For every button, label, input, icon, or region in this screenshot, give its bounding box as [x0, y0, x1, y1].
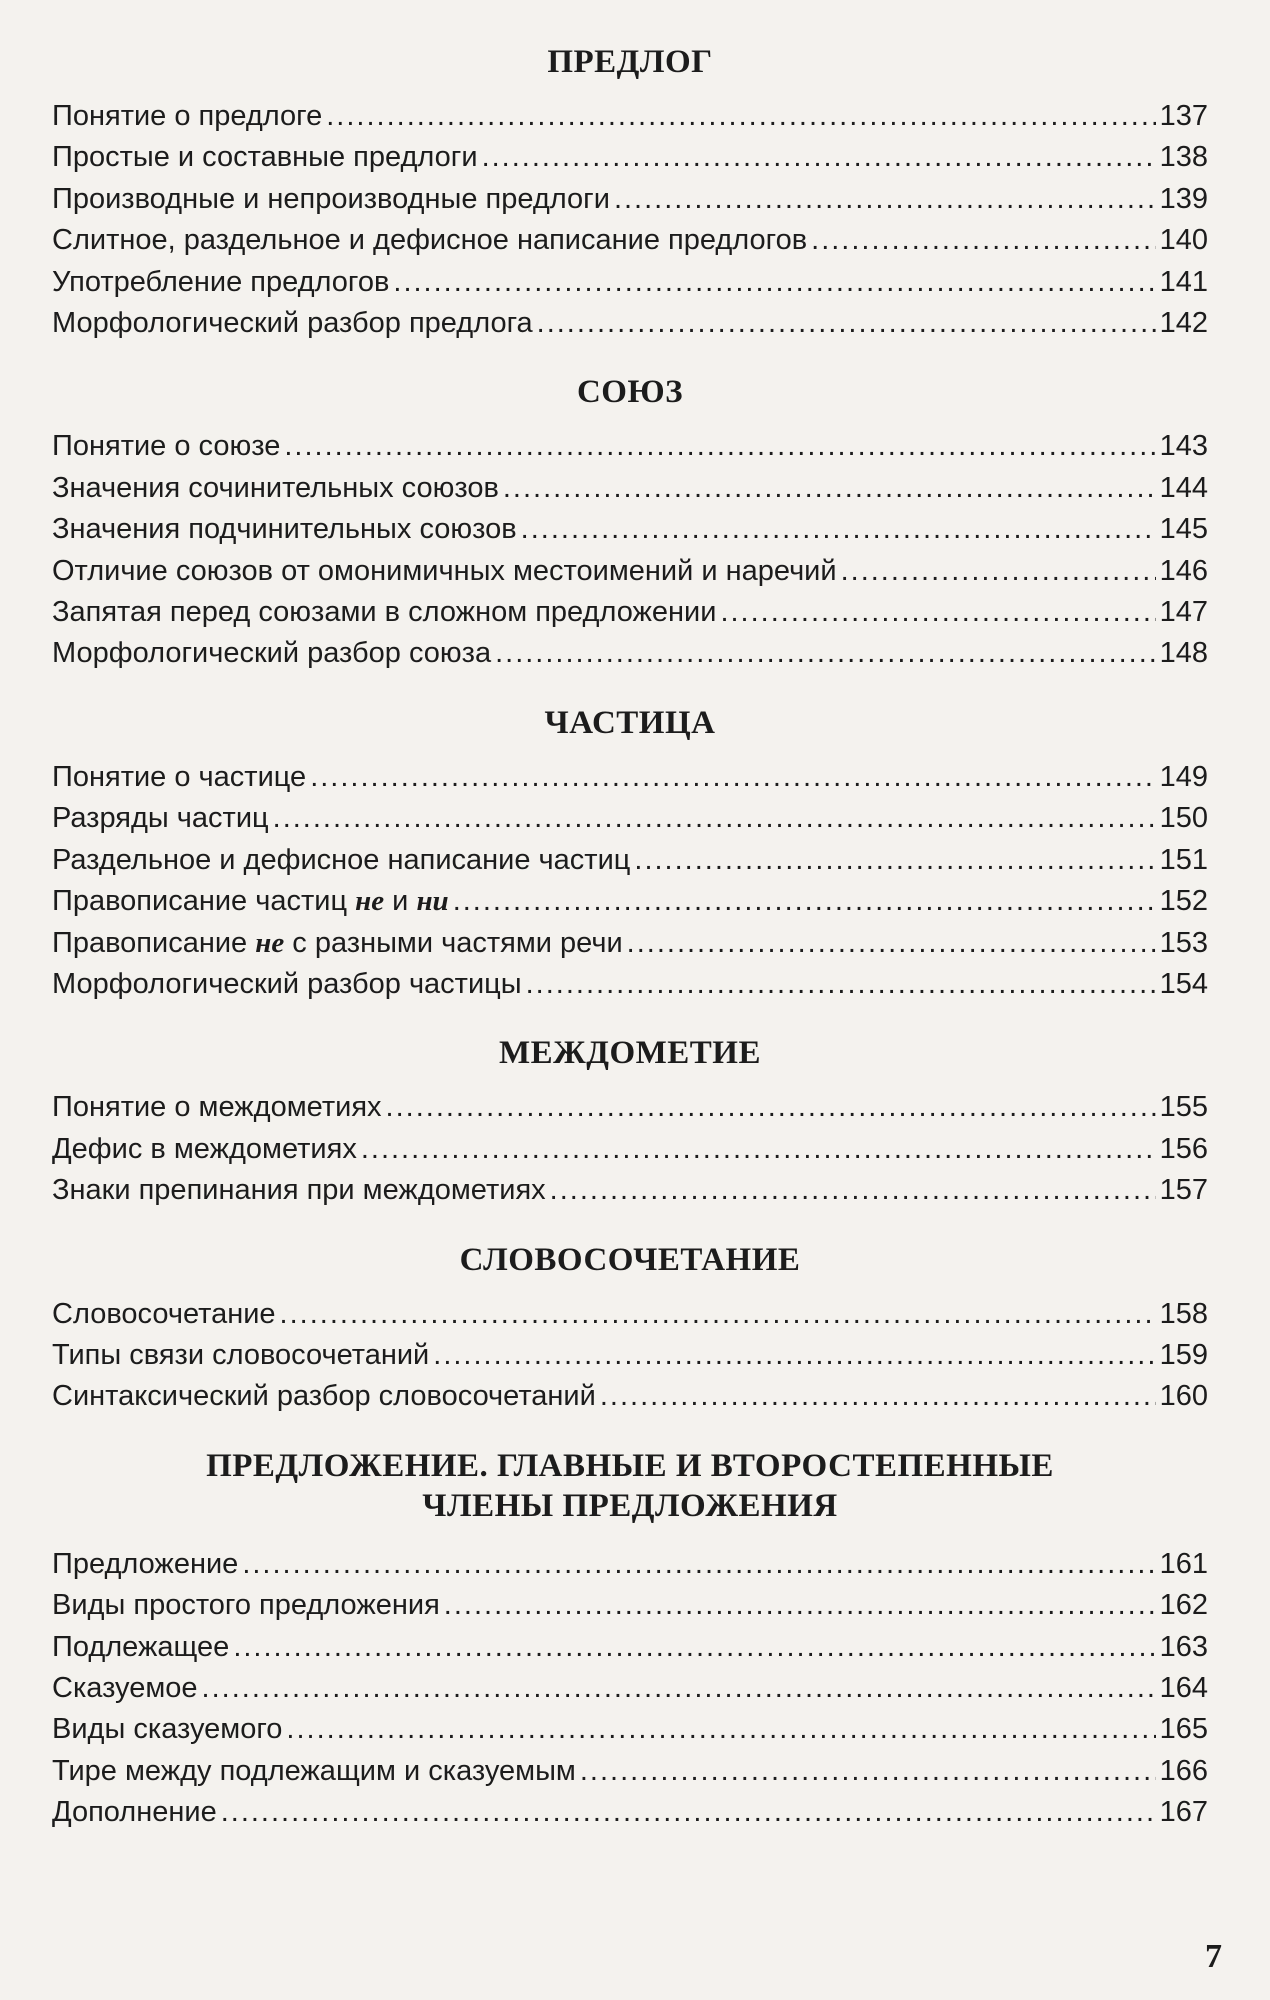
toc-list — [52, 1544, 1208, 1834]
toc-list — [52, 1087, 1208, 1211]
toc-entry-title — [52, 881, 449, 922]
dot-leader — [284, 426, 1155, 467]
toc-section-particle — [52, 703, 1208, 1005]
toc-section-preposition — [52, 42, 1208, 344]
toc-entry[interactable] — [52, 840, 1208, 881]
toc-entry-page: 138 — [1159, 141, 1208, 174]
dot-leader — [482, 137, 1156, 178]
toc-entry[interactable] — [52, 468, 1208, 509]
toc-list — [52, 426, 1208, 674]
dot-leader — [841, 551, 1156, 592]
toc-entry-page: 165 — [1159, 1713, 1208, 1746]
toc-list — [52, 1294, 1208, 1418]
toc-entry-title: Знаки препинания при междометиях — [52, 1174, 546, 1207]
toc-entry-title: Отличие союзов от омонимичных местоимений и наречий — [52, 554, 837, 587]
toc-entry-page: 144 — [1159, 471, 1208, 504]
toc-section-interjection — [52, 1033, 1208, 1211]
toc-entry-title: Слитное, раздельное и дефисное написание предлогов — [52, 224, 808, 257]
toc-entry[interactable] — [52, 964, 1208, 1005]
toc-entry[interactable] — [52, 303, 1208, 344]
toc-entry-page: 151 — [1159, 843, 1208, 876]
section-heading-line: ПРЕДЛОЖЕНИЕ. ГЛАВНЫЕ И ВТОРОСТЕПЕННЫЕ — [206, 1447, 1054, 1484]
page-number: 7 — [1205, 1938, 1222, 1975]
toc-entry[interactable] — [52, 1668, 1208, 1709]
dot-leader — [521, 509, 1156, 550]
toc-entry-page: 142 — [1159, 307, 1208, 340]
section-heading: МЕЖДОМЕТИЕ — [498, 1035, 761, 1072]
toc-entry-page: 140 — [1159, 224, 1208, 257]
toc-entry-title: Раздельное и дефисное написание частиц — [52, 843, 631, 876]
toc-entry-title: Морфологический разбор частицы — [52, 967, 522, 1000]
toc-entry-title: Дополнение — [52, 1796, 217, 1829]
toc-entry-title: Значения сочинительных союзов — [52, 471, 499, 504]
toc-entry[interactable] — [52, 1170, 1208, 1211]
toc-entry[interactable] — [52, 881, 1208, 922]
toc-entry-title: Морфологический разбор предлога — [52, 307, 533, 340]
dot-leader — [326, 96, 1155, 137]
section-heading — [52, 1446, 1208, 1526]
toc-entry[interactable] — [52, 1376, 1208, 1417]
dot-leader — [503, 468, 1156, 509]
dot-leader — [386, 1087, 1156, 1128]
dot-leader — [634, 840, 1155, 881]
toc-entry[interactable] — [52, 1544, 1208, 1585]
toc-entry-page: 164 — [1159, 1671, 1208, 1704]
dot-leader — [495, 633, 1156, 674]
toc-entry[interactable] — [52, 1792, 1208, 1833]
dot-leader — [286, 1709, 1155, 1750]
toc-entry-page: 153 — [1159, 926, 1208, 959]
toc-entry[interactable] — [52, 220, 1208, 261]
toc-entry[interactable] — [52, 1129, 1208, 1170]
toc-entry[interactable] — [52, 96, 1208, 137]
toc-list — [52, 757, 1208, 1005]
toc-entry-title: Понятие о частице — [52, 760, 307, 793]
dot-leader — [242, 1544, 1155, 1585]
dot-leader — [600, 1376, 1156, 1417]
toc-entry-title: Понятие о союзе — [52, 430, 281, 463]
toc-entry-title: Виды простого предложения — [52, 1589, 440, 1622]
toc-entry[interactable] — [52, 509, 1208, 550]
toc-entry-title: Тире между подлежащим и сказуемым — [52, 1754, 576, 1787]
toc-entry[interactable] — [52, 1585, 1208, 1626]
toc-entry-page: 162 — [1159, 1589, 1208, 1622]
section-heading-line: ЧЛЕНЫ ПРЕДЛОЖЕНИЯ — [422, 1487, 838, 1524]
toc-entry-page: 167 — [1159, 1796, 1208, 1829]
title-text: Правописание — [52, 926, 256, 959]
dot-leader — [221, 1792, 1156, 1833]
toc-entry[interactable] — [52, 633, 1208, 674]
section-heading: ЧАСТИЦА — [544, 704, 716, 741]
toc-entry[interactable] — [52, 1627, 1208, 1668]
toc-entry-page: 160 — [1159, 1380, 1208, 1413]
toc-entry[interactable] — [52, 1087, 1208, 1128]
toc-entry[interactable] — [52, 592, 1208, 633]
dot-leader — [361, 1129, 1156, 1170]
dot-leader — [444, 1585, 1156, 1626]
toc-entry-title: Дефис в междометиях — [52, 1132, 357, 1165]
toc-entry[interactable] — [52, 757, 1208, 798]
particle-ne: не — [355, 885, 385, 918]
toc-entry-page: 154 — [1159, 967, 1208, 1000]
toc-entry-page: 147 — [1159, 596, 1208, 629]
toc-entry-page: 145 — [1159, 513, 1208, 546]
section-heading: СЛОВОСОЧЕТАНИЕ — [459, 1241, 801, 1278]
toc-entry[interactable] — [52, 137, 1208, 178]
toc-entry-page: 158 — [1159, 1297, 1208, 1330]
toc-entry-page: 146 — [1159, 554, 1208, 587]
dot-leader — [580, 1751, 1156, 1792]
toc-section-sentence — [52, 1446, 1208, 1834]
section-heading: ПРЕДЛОГ — [547, 44, 713, 80]
toc-entry-title: Виды сказуемого — [52, 1713, 283, 1746]
toc-entry-title: Синтаксический разбор словосочетаний — [52, 1380, 596, 1413]
toc-entry-page: 155 — [1159, 1091, 1208, 1124]
toc-entry-title — [52, 923, 623, 964]
toc-entry-page: 143 — [1159, 430, 1208, 463]
toc-entry[interactable] — [52, 426, 1208, 467]
section-heading: СОЮЗ — [576, 374, 684, 411]
toc-entry-page: 148 — [1159, 637, 1208, 670]
toc-entry[interactable] — [52, 262, 1208, 303]
dot-leader — [526, 964, 1156, 1005]
toc-entry-page: 137 — [1159, 100, 1208, 132]
dot-leader — [627, 923, 1156, 964]
title-text: и — [384, 885, 417, 918]
toc-entry-title: Разряды частиц — [52, 802, 269, 835]
title-text: Правописание частиц — [52, 885, 356, 918]
toc-entry-page: 139 — [1159, 182, 1208, 215]
dot-leader — [720, 592, 1155, 633]
particle-ni: ни — [416, 885, 449, 918]
toc-section-phrase — [52, 1240, 1208, 1418]
toc-entry-title: Морфологический разбор союза — [52, 637, 492, 670]
toc-entry-page: 157 — [1159, 1174, 1208, 1207]
toc-entry[interactable] — [52, 1751, 1208, 1792]
dot-leader — [537, 303, 1156, 344]
toc-entry[interactable] — [52, 1709, 1208, 1750]
toc-entry-page: 150 — [1159, 802, 1208, 835]
toc-entry-title: Типы связи словосочетаний — [52, 1338, 430, 1371]
dot-leader — [202, 1668, 1156, 1709]
dot-leader — [280, 1294, 1156, 1335]
toc-entry-page: 156 — [1159, 1132, 1208, 1165]
toc-entry-page: 163 — [1159, 1630, 1208, 1663]
toc-entry[interactable] — [52, 551, 1208, 592]
toc-entry-title: Понятие о междометиях — [52, 1091, 382, 1124]
dot-leader — [614, 179, 1156, 220]
toc-entry[interactable] — [52, 1294, 1208, 1335]
dot-leader — [811, 220, 1155, 261]
title-text: с разными частями речи — [284, 926, 623, 959]
toc-list — [52, 96, 1208, 344]
toc-entry[interactable] — [52, 1335, 1208, 1376]
toc-entry-title: Сказуемое — [52, 1671, 198, 1704]
toc-entry-title: Производные и непроизводные предлоги — [52, 182, 610, 215]
toc-entry-page: 149 — [1159, 760, 1208, 793]
toc-entry-title: Запятая перед союзами в сложном предложении — [52, 596, 717, 629]
toc-entry-title: Предложение — [52, 1547, 239, 1580]
toc-entry-title: Подлежащее — [52, 1630, 230, 1663]
dot-leader — [453, 881, 1156, 922]
toc-entry-title: Простые и составные предлоги — [52, 141, 478, 174]
dot-leader — [393, 262, 1155, 303]
toc-entry-title: Словосочетание — [52, 1297, 276, 1330]
toc-section-conjunction — [52, 372, 1208, 674]
toc-entry-title: Значения подчинительных союзов — [52, 513, 517, 546]
toc-entry[interactable] — [52, 179, 1208, 220]
toc-entry-page: 152 — [1159, 885, 1208, 918]
dot-leader — [273, 798, 1156, 839]
toc-entry-page: 159 — [1159, 1338, 1208, 1371]
particle-ne: не — [255, 926, 285, 959]
dot-leader — [233, 1627, 1155, 1668]
toc-entry[interactable] — [52, 798, 1208, 839]
toc-entry-title: Понятие о предлоге — [52, 100, 323, 132]
toc-entry-page: 161 — [1159, 1547, 1208, 1580]
dot-leader — [550, 1170, 1156, 1211]
toc-entry[interactable] — [52, 923, 1208, 964]
toc-entry-title: Употребление предлогов — [52, 265, 390, 298]
dot-leader — [310, 757, 1155, 798]
toc-entry-page: 166 — [1159, 1754, 1208, 1787]
toc-entry-page: 141 — [1159, 265, 1208, 298]
dot-leader — [433, 1335, 1155, 1376]
